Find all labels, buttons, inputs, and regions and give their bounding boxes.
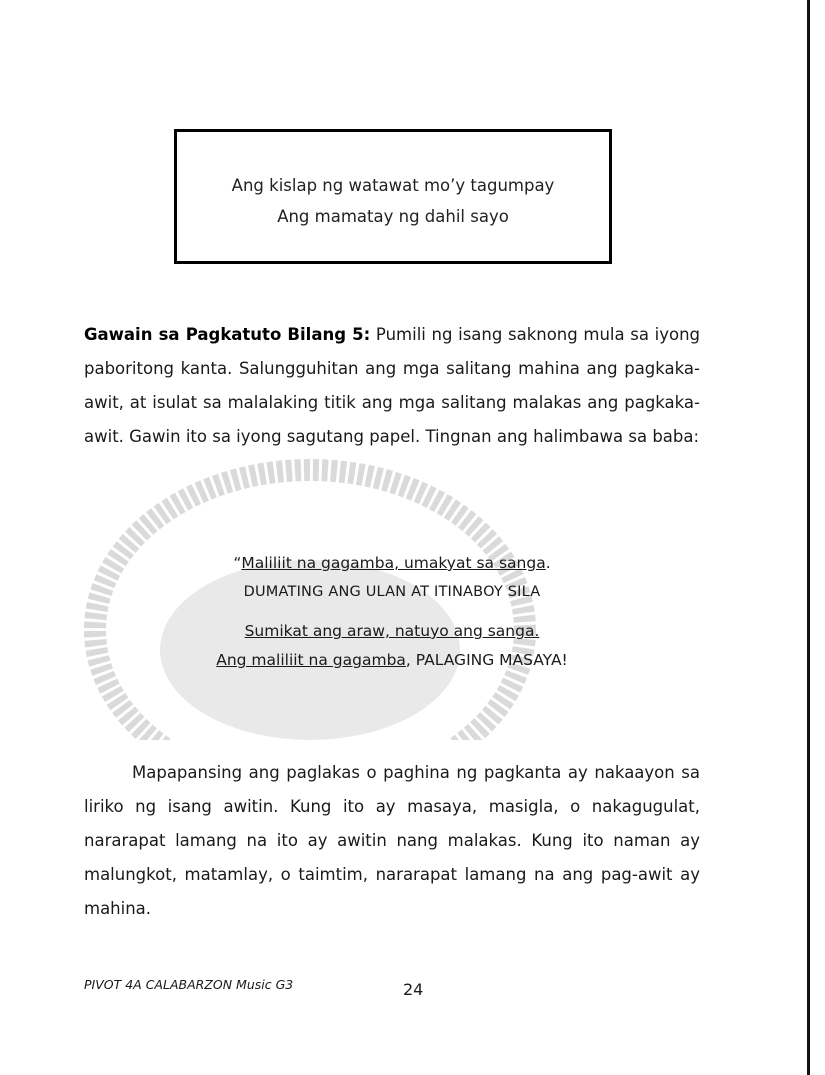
lyric-line-2: Ang mamatay ng dahil sayo (277, 207, 509, 226)
activity-title: Gawain sa Pagkatuto Bilang 5: (84, 325, 371, 344)
activity-instructions (84, 318, 700, 454)
example-line-4-soft: Ang maliliit na gagamba (216, 651, 406, 669)
lyric-line-1: Ang kislap ng watawat mo’y tagumpay (231, 176, 555, 195)
explanation-paragraph: Mapapansing ang paglakas o paghina ng pagkanta ay nakaayon sa liriko ng isang awitin. Kung ito ay masaya, masigla, o nakagugulat, nararapat lamang na ito ay awitin nang malakas. Kung ito naman ay malungkot, matamlay, o taimtim, nararapat lamang na ang pag-awit ay mahina. (84, 763, 700, 918)
activity-body: Pumili ng isang saknong mula sa iyong paboritong kanta. Salungguhitan ang mga salitang mahina ang pagkaka-awit, at isulat sa malalaking titik ang mga salitang malakas ang pagkaka-awit. Gawin ito sa iyong sagutang papel. Tingnan ang halimbawa sa baba: (84, 325, 701, 446)
page-right-border (807, 0, 810, 1075)
example-line-3: Sumikat ang araw, natuyo ang sanga. (244, 622, 540, 640)
page-number: 24 (403, 980, 424, 999)
footer-title: PIVOT 4A CALABARZON Music G3 (84, 977, 294, 992)
example-song (84, 548, 700, 674)
example-line-1-end: . (545, 554, 551, 572)
example-line-4-loud: , PALAGING MASAYA! (405, 651, 568, 669)
example-line-1 (84, 548, 700, 578)
open-quote: “ (233, 554, 242, 572)
example-line-1-soft: Maliliit na gagamba, umakyat sa sanga (241, 554, 546, 572)
example-line-2: DUMATING ANG ULAN AT ITINABOY SILA (243, 584, 541, 600)
example-line-4 (84, 646, 700, 674)
lyric-excerpt-box (174, 129, 612, 264)
